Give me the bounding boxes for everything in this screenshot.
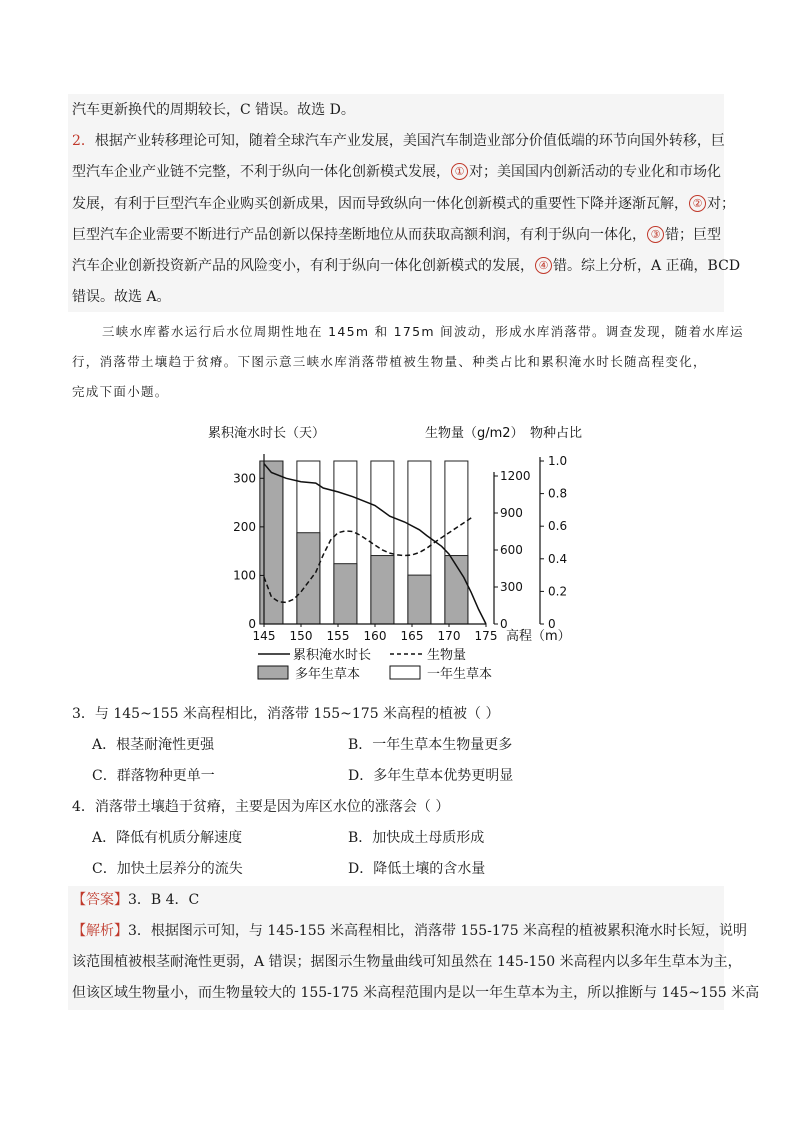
analysis-line-1	[72, 921, 747, 941]
circle-3-icon: ③	[647, 226, 664, 243]
question-4-option-b: B．加快成土母质形成	[348, 830, 485, 846]
legend-perennial: 多年生草本	[295, 667, 361, 682]
x-tick-label: 145	[252, 629, 276, 643]
analysis-item2-line3	[72, 194, 735, 214]
bar-perennial	[371, 556, 394, 624]
item2-text-5a: 汽车企业创新投资新产品的风险变小，有利于纵向一体化创新模式的发展，	[72, 258, 534, 274]
ratio-tick-label: 0	[548, 617, 556, 631]
x-tick-label: 155	[326, 629, 350, 643]
question-3-stem: 3．与 145~155 米高程相比，消落带 155~175 米高程的植被（ ）	[72, 706, 500, 722]
question-4-option-a: A．降低有机质分解速度	[92, 830, 243, 846]
bar-perennial	[297, 533, 320, 624]
legend-annual: 一年生草本	[427, 667, 493, 682]
bio-axis-title: 生物量（g/m2）	[425, 426, 524, 441]
item2-text-2b: 对；美国国内创新活动的专业化和市场化	[469, 164, 721, 180]
ratio-tick-label: 0.6	[548, 519, 568, 534]
material-line-2: 行，消落带土壤趋于贫瘠。下图示意三峡水库消落带植被生物量、种类占比和累积淹水时长随高程变化，	[72, 354, 707, 369]
legend-grey-swatch-icon	[258, 666, 288, 679]
item2-number: 2．	[72, 133, 95, 149]
circle-4-icon: ④	[535, 257, 552, 274]
bar-perennial	[334, 564, 357, 624]
question-3-option-c: C．群落物种更单一	[92, 768, 215, 784]
elevation-chart	[0, 410, 794, 710]
analysis-item2-line5	[72, 256, 740, 276]
analysis-prev-line1: 汽车更新换代的周期较长，C 错误。故选 D。	[72, 102, 355, 118]
item2-text-2a: 型汽车企业产业链不完整，不利于纵向一体化创新模式发展，	[72, 164, 450, 180]
item2-text-3b: 对；	[707, 196, 735, 212]
ratio-tick-label: 0.4	[548, 551, 568, 566]
legend-white-swatch-icon	[390, 666, 420, 679]
bio-tick-label: 300	[500, 580, 523, 594]
item2-text-1: 根据产业转移理论可知，随着全球汽车产业发展，美国汽车制造业部分价值低端的环节向国外转移，巨	[94, 133, 725, 149]
analysis-item2-line6: 错误。故选 A。	[72, 289, 171, 305]
question-3-option-d: D．多年生草本优势更明显	[348, 768, 514, 784]
ratio-tick-label: 1.0	[548, 454, 568, 468]
left-tick-label: 100	[233, 568, 256, 583]
analysis-line-2: 该范围植被根茎耐淹性更弱，A 错误；据图示生物量曲线可知虽然在 145-150 米高程内以多年生草本为主，	[72, 954, 742, 970]
x-axis-title: 高程（m）	[506, 629, 571, 644]
left-tick-label: 0	[248, 617, 256, 631]
analysis-line-3: 但该区域生物量小，而生物量较大的 155-175 米高程范围内是以一年生草本为主，所以推断与 145~155 米高	[72, 985, 760, 1001]
answer-text: 3．B 4．C	[128, 892, 200, 908]
question-4-stem: 4．消落带土壤趋于贫瘠，主要是因为库区水位的涨落会（ ）	[72, 799, 450, 815]
analysis-text-1: 3．根据图示可知，与 145-155 米高程相比，消落带 155-175 米高程的植被累积淹水时长短，说明	[128, 923, 748, 939]
item2-text-4a: 巨型汽车企业需要不断进行产品创新以保持垄断地位从而获取高额利润，有利于纵向一体化，	[72, 227, 646, 243]
bio-tick-label: 900	[500, 506, 523, 520]
legend-biomass: 生物量	[427, 648, 467, 663]
left-tick-label: 300	[233, 471, 256, 486]
analysis-item2-line1	[72, 131, 725, 151]
bar-perennial	[408, 575, 431, 624]
x-tick-label: 175	[474, 629, 498, 643]
bio-tick-label: 600	[500, 543, 523, 557]
ratio-axis-title: 物种占比	[530, 426, 583, 441]
x-tick-label: 170	[437, 629, 461, 643]
ratio-tick-label: 0.8	[548, 486, 568, 501]
analysis-item2-line2	[72, 162, 721, 182]
answer-tag: 【答案】	[72, 892, 128, 908]
analysis-item2-line4	[72, 225, 721, 245]
circle-1-icon: ①	[451, 163, 468, 180]
item2-text-5b: 错。综上分析，A 正确，BCD	[553, 258, 741, 274]
question-3-option-a: A．根茎耐淹性更强	[92, 737, 215, 753]
question-4-option-d: D．降低土壤的含水量	[348, 861, 486, 877]
x-tick-label: 160	[363, 629, 387, 643]
material-line-1: 三峡水库蓄水运行后水位周期性地在 145m 和 175m 间波动，形成水库消落带。调查发现，随着水库运	[102, 324, 744, 339]
biomass-line	[264, 518, 471, 603]
question-3-option-b: B．一年生草本生物量更多	[348, 737, 513, 753]
bio-tick-label: 0	[500, 617, 508, 631]
left-tick-label: 200	[233, 519, 256, 534]
item2-text-3a: 发展，有利于巨型汽车企业购买创新成果，因而导致纵向一体化创新模式的重要性下降并逐渐瓦解，	[72, 196, 688, 212]
material-line-3: 完成下面小题。	[72, 384, 169, 399]
x-tick-label: 165	[400, 629, 424, 643]
ratio-tick-label: 0.2	[548, 584, 568, 599]
item2-text-4b: 错；巨型	[665, 227, 721, 243]
answer-line	[72, 890, 199, 910]
question-4-option-c: C．加快土层养分的流失	[92, 861, 243, 877]
left-axis-title: 累积淹水时长（天）	[208, 426, 326, 441]
analysis-tag: 【解析】	[72, 923, 128, 939]
bio-tick-label: 1200	[500, 469, 531, 483]
circle-2-icon: ②	[689, 195, 706, 212]
legend-flood-duration: 累积淹水时长	[293, 648, 372, 663]
bar-perennial	[260, 461, 283, 624]
x-tick-label: 150	[289, 629, 313, 643]
